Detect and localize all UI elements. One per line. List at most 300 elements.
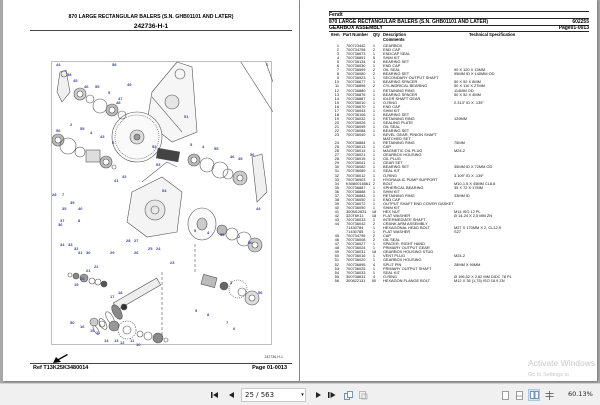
item-number: 31 [334, 168, 339, 174]
svg-text:11: 11 [96, 330, 101, 335]
header-divider [30, 30, 292, 31]
part-number: 700736042 [346, 221, 366, 227]
technical-spec: 3.109" ID X .139" [454, 172, 484, 178]
description: CAP [383, 233, 391, 239]
technical-spec: 33MM ID [454, 192, 470, 198]
part-number: 71430784 [346, 225, 364, 231]
part-number: 700736032 [346, 115, 366, 121]
svg-text:24: 24 [156, 246, 161, 251]
svg-text:14: 14 [104, 338, 109, 343]
technical-spec: 129MM [454, 115, 467, 121]
quantity: 18 [371, 212, 377, 218]
previous-page-button[interactable] [226, 389, 236, 401]
item-number: 30 [334, 164, 339, 170]
technical-spec: 2.313" ID X .139" [454, 99, 484, 105]
description: GEARBOX [383, 43, 403, 48]
quantity: 1 [372, 119, 376, 125]
svg-text:36: 36 [58, 222, 63, 227]
quantity: 1 [372, 144, 376, 150]
col-technical-spec: Technical Specification [469, 32, 516, 37]
description: END CAP [383, 196, 401, 202]
item-number: 32 [334, 172, 339, 178]
item-number: 16 [334, 103, 339, 109]
description: INTERMEDIATE SHAFT [383, 217, 426, 223]
description: BEARING SPACER [383, 91, 418, 97]
description: BEARING SET [383, 59, 410, 65]
item-number: 22 [334, 127, 339, 133]
quantity: 1 [372, 192, 376, 198]
quantity: 4 [372, 273, 376, 279]
item-number: 24 [334, 140, 339, 146]
item-number: 2 [336, 47, 339, 53]
item-number: 23 [334, 132, 339, 138]
facing-pages-icon [530, 391, 539, 399]
item-number: 37 [334, 192, 339, 198]
diagram-page-subtitle: 242736-H-1 [133, 23, 169, 30]
description: SECONDARY OUTPUT SHAFT [383, 75, 439, 81]
col-qty: Qty [373, 32, 380, 37]
quantity: 50 [371, 277, 377, 283]
svg-text:4: 4 [202, 144, 205, 149]
part-number: 71430785 [346, 229, 364, 235]
technical-spec: 35 X 72 X 17MM [454, 184, 483, 190]
next-view-icon [359, 391, 368, 400]
item-number: 53 [334, 265, 339, 271]
activation-watermark: Activate Windows [528, 358, 596, 368]
svg-text:11: 11 [130, 338, 135, 343]
part-number: 700736072 [346, 200, 366, 206]
description: BEARING SET [383, 71, 410, 77]
technical-spec: 95MM ID X 140MM OD [454, 71, 495, 77]
svg-text:55: 55 [80, 126, 85, 131]
quantity: 1 [372, 107, 376, 113]
part-number: 700736040 [346, 132, 366, 138]
item-number: 5 [336, 59, 339, 65]
description: RETAINING RING [383, 140, 415, 146]
part-number: 700736887 [346, 95, 366, 101]
quantity: 1 [372, 241, 376, 247]
svg-text:49: 49 [127, 82, 132, 87]
description: O-RING [383, 172, 398, 178]
svg-text:12: 12 [120, 340, 125, 345]
part-number: 700736080 [346, 71, 366, 77]
parts-table-body [329, 44, 589, 283]
svg-text:13: 13 [114, 338, 119, 343]
description: PRIMARY OUTPUT GEAR [383, 245, 430, 251]
last-page-icon [328, 391, 336, 399]
svg-text:27: 27 [134, 238, 139, 243]
description: GEAR SET [383, 160, 403, 166]
part-number: 700736926 [346, 119, 366, 125]
svg-text:42: 42 [122, 174, 127, 179]
quantity: 1 [372, 172, 376, 178]
part-number: 700736041 [346, 160, 366, 166]
part-number: 700736898 [346, 83, 366, 89]
svg-text:35: 35 [62, 206, 67, 211]
quantity: 1 [372, 91, 376, 97]
quantity: 1 [372, 164, 376, 170]
part-number: K5080016561 [346, 180, 371, 186]
description: FLAT WASHER [383, 229, 411, 235]
svg-text:56: 56 [250, 152, 255, 157]
item-number: 8 [336, 71, 339, 77]
description: RETAINING RING [383, 192, 415, 198]
description: END CAP [383, 47, 401, 53]
quantity: 1 [372, 148, 376, 154]
part-number: 700736027 [346, 241, 366, 247]
svg-text:7: 7 [62, 192, 65, 197]
svg-text:44: 44 [256, 206, 261, 211]
page-number-input[interactable]: 25 / 563 [241, 388, 301, 402]
svg-text:25: 25 [148, 246, 153, 251]
part-number: 700736015 [346, 156, 366, 162]
item-number: 6 [336, 63, 339, 69]
single-page-view-button[interactable] [500, 389, 510, 401]
item-number: 27 [334, 152, 339, 158]
section-title: GEARBOX ASSEMBLY [329, 25, 383, 31]
svg-text:46: 46 [230, 154, 235, 159]
continuous-view-button[interactable] [514, 389, 524, 401]
quantity: 1 [372, 204, 376, 210]
next-view-button[interactable] [358, 389, 368, 401]
svg-text:53: 53 [156, 162, 161, 167]
item-number: 28 [334, 156, 339, 162]
part-number: 700736884 [346, 140, 366, 146]
next-page-button[interactable] [313, 389, 323, 401]
col-part-number: Part Number [343, 32, 369, 37]
svg-text:8: 8 [207, 312, 210, 317]
technical-spec: M24-2 [454, 148, 466, 154]
svg-text:4: 4 [90, 130, 93, 135]
part-number: 700736030 [346, 63, 366, 69]
svg-text:2: 2 [238, 234, 241, 239]
svg-text:16: 16 [80, 324, 85, 329]
single-page-icon [502, 391, 509, 400]
catalog-code: 602255 [572, 19, 589, 25]
section-page-ref: Page01-0013 [558, 25, 589, 31]
item-number: 21 [334, 123, 339, 129]
description: SHIM KIT [383, 55, 400, 61]
quantity: 18 [371, 208, 377, 214]
svg-text:29: 29 [110, 250, 115, 255]
item-number: 34 [334, 180, 339, 186]
svg-text:15: 15 [90, 328, 95, 333]
part-number: 700736923 [346, 75, 366, 81]
svg-text:17: 17 [110, 294, 115, 299]
svg-text:44: 44 [56, 62, 61, 67]
part-number: 700736095 [346, 123, 366, 129]
quantity: 5 [372, 55, 376, 61]
activation-watermark-sub: Go to Settings to [528, 372, 569, 378]
col-item: Item [331, 32, 340, 37]
svg-text:2: 2 [70, 122, 73, 127]
part-number: 700736082 [346, 164, 366, 170]
part-number: 300822131 [346, 277, 366, 283]
description: SPHERICAL BEARING [383, 184, 424, 190]
item-number: 35 [334, 184, 339, 190]
footer-ref: Ref T13K25K3480014 [33, 365, 89, 371]
description: CAP [383, 144, 391, 150]
description: END CAP [383, 103, 401, 109]
technical-spec: 50 X 52 X 8MM [454, 79, 481, 85]
item-number: 1 [336, 43, 339, 48]
svg-text:26: 26 [134, 250, 139, 255]
quantity: 1 [372, 200, 376, 206]
quantity: 1 [372, 225, 376, 231]
facing-pages-view-button[interactable] [528, 389, 540, 401]
svg-text:32: 32 [74, 246, 79, 251]
quantity: 1 [372, 87, 376, 93]
item-number: 11 [334, 83, 339, 89]
quantity: 1 [372, 156, 376, 162]
description: FLAT WASHER [383, 212, 411, 218]
technical-spec: 50 X 110 X 27MM [454, 83, 485, 89]
description: SEALING PLATE [383, 119, 413, 125]
svg-text:40: 40 [78, 206, 83, 211]
item-number: 15 [334, 99, 339, 105]
item-number: 48 [334, 245, 339, 251]
svg-text:50: 50 [70, 320, 75, 325]
description: CRANK ARM ASSEMBLY [383, 221, 428, 227]
item-number: 46 [334, 237, 339, 243]
facing-continuous-view-button[interactable] [544, 389, 554, 401]
gearbox-exploded-view [52, 62, 273, 346]
part-number: 700736024 [346, 245, 366, 251]
description: END CAP [383, 63, 401, 69]
description: MAGNETIC OIL PLUG [383, 148, 423, 154]
part-number: 700736021 [346, 152, 366, 158]
part-number: 700736876 [346, 91, 366, 97]
part-number: 700736033 [346, 217, 366, 223]
item-number: 39 [334, 200, 339, 206]
svg-text:55: 55 [95, 84, 100, 89]
description: RETAINING RING [383, 115, 415, 121]
svg-text:48: 48 [116, 100, 121, 105]
part-number: 700736134 [346, 59, 366, 65]
quantity: 1 [372, 103, 376, 109]
quantity: 18 [371, 249, 377, 255]
last-page-button[interactable] [327, 389, 337, 401]
first-page-icon [211, 391, 219, 399]
quantity: 1 [372, 160, 376, 166]
technical-spec: M27 X 170MM X 2, CL12.9 [454, 225, 501, 231]
zoom-level[interactable]: 60.13% [568, 390, 593, 398]
description: RETAINING RING [383, 87, 415, 93]
svg-text:3: 3 [230, 280, 233, 285]
item-number: 41 [334, 208, 339, 214]
part-number: 700736090 [346, 204, 366, 210]
quantity: 2 [372, 221, 376, 227]
item-number: 44 [334, 221, 339, 227]
item-number: 19 [334, 115, 339, 121]
quantity: 1 [372, 123, 376, 129]
item-number: 42 [334, 212, 339, 218]
diagram-page-title: 870 LARGE RECTANGULAR BALERS (S.N. GHB01101 AND LATER) [68, 14, 234, 20]
svg-text:58: 58 [67, 72, 72, 77]
quantity: 1 [372, 245, 376, 251]
description: BEVEL GEAR, PINION SHAFT [383, 132, 437, 138]
part-number: 700736089 [346, 168, 366, 174]
part-number: 700734795 [346, 233, 366, 239]
part-number: 700736088 [346, 127, 366, 133]
svg-text:28: 28 [126, 238, 131, 243]
quantity: 1 [372, 188, 376, 194]
part-number: 700736012 [346, 172, 366, 178]
part-number: 700736020 [346, 257, 366, 263]
item-number: 10 [334, 79, 339, 85]
quantity: 1 [372, 79, 376, 85]
svg-text:23: 23 [170, 260, 175, 265]
quantity: 2 [372, 233, 376, 239]
technical-spec: 90 X 120 X 13MM [454, 67, 486, 73]
svg-text:8: 8 [78, 218, 81, 223]
svg-text:34: 34 [60, 242, 65, 247]
item-number: 26 [334, 148, 339, 154]
svg-text:6: 6 [233, 326, 236, 331]
item-number: 4 [336, 55, 339, 61]
item-number: 55 [334, 273, 339, 279]
part-number: 700736887 [346, 184, 366, 190]
svg-text:20: 20 [80, 276, 85, 281]
part-number: 700736880 [346, 87, 366, 93]
part-number: 320T6K11 [346, 212, 364, 218]
quantity: 1 [372, 168, 376, 174]
part-number: 700736903 [346, 176, 366, 182]
item-number: 20 [334, 119, 339, 125]
quantity: 1 [372, 111, 376, 117]
quantity: 1 [372, 253, 376, 259]
description: GEARBOX HOUSING STUD [383, 249, 434, 255]
item-number: 47 [334, 241, 339, 247]
diagram-reference-code: 242736-H-1 [264, 355, 283, 359]
svg-text:54: 54 [162, 188, 167, 193]
table-row [329, 279, 589, 283]
first-page-button[interactable] [210, 389, 220, 401]
item-number: 52 [334, 261, 339, 267]
item-number: 50 [334, 253, 339, 259]
svg-text:18: 18 [118, 290, 123, 295]
quantity: 1 [372, 217, 376, 223]
part-number: 300M12631 [346, 208, 367, 214]
svg-text:9: 9 [195, 308, 198, 313]
part-number: 700736008 [346, 237, 366, 243]
svg-text:39: 39 [70, 200, 75, 205]
item-number: 3 [336, 51, 339, 57]
item-number: 9 [336, 75, 339, 81]
technical-spec: Ø 196,52 X 2,62 MM DIDC 78 PL [454, 273, 512, 279]
svg-text:33: 33 [68, 242, 73, 247]
description: SEAL KIT [383, 269, 400, 275]
header-rule-top [329, 11, 589, 12]
quantity: 2 [372, 180, 376, 186]
svg-text:19: 19 [74, 282, 79, 287]
part-number: 700736013 [346, 144, 366, 150]
quantity: 1 [372, 152, 376, 158]
description: OIL PLUG [383, 156, 401, 162]
next-page-icon [315, 391, 322, 399]
quantity: 2 [372, 67, 376, 73]
technical-spec: 35MM ID X 72MM OD [454, 164, 493, 170]
svg-text:1: 1 [266, 62, 269, 67]
part-number: 700736033 [346, 269, 366, 275]
item-number: 33 [334, 176, 339, 182]
description: IDLER SHAFT GEAR [383, 95, 421, 101]
quantity: 1 [372, 75, 376, 81]
svg-text:56: 56 [258, 290, 263, 295]
quantity: 1 [372, 140, 376, 146]
page-parts-list [300, 0, 597, 381]
svg-text:30: 30 [86, 250, 91, 255]
quantity: 2 [372, 47, 376, 53]
part-number: 700736673 [346, 51, 366, 57]
part-number: 700736883 [346, 192, 366, 198]
item-number: 17 [334, 107, 339, 113]
page-dropdown-toggle[interactable]: ▾ [300, 388, 306, 402]
quantity: 1 [372, 257, 376, 263]
continuous-page-icon [516, 391, 523, 400]
footer-page-number: Page 01-0013 [252, 365, 287, 371]
description: OUTPUT SHAFT END COVER GASKET [383, 200, 454, 206]
part-number: 700723442 [346, 43, 366, 48]
quantity: 1 [372, 51, 376, 57]
item-number: 25 [334, 144, 339, 150]
brand-name: Fendt [329, 12, 343, 18]
item-number: 14 [334, 95, 339, 101]
description: SPACER, RIGHT HAND [383, 241, 426, 247]
item-number: 7 [336, 67, 339, 73]
quantity: 1 [372, 115, 376, 121]
quantity: 2 [372, 237, 376, 243]
svg-text:46: 46 [84, 84, 89, 89]
part-number: 700736010 [346, 99, 366, 105]
quantity: 1 [372, 196, 376, 202]
part-number: 700736895 [346, 261, 366, 267]
svg-text:58: 58 [112, 62, 117, 67]
svg-text:5: 5 [108, 90, 111, 95]
previous-view-button[interactable] [343, 389, 353, 401]
quantity: 2 [372, 83, 376, 89]
technical-spec: M14 ISO 12 PL [454, 208, 481, 214]
description: HYDRAULIC PUMP SUPPORT [383, 176, 438, 182]
svg-text:43: 43 [100, 134, 105, 139]
description: GEARBOX HOUSING [383, 152, 422, 158]
description: SHIM KIT [383, 188, 400, 194]
svg-text:5: 5 [112, 140, 115, 145]
svg-text:45: 45 [238, 156, 243, 161]
description: VENT PLUG [383, 253, 405, 259]
svg-text:45: 45 [73, 78, 78, 83]
part-number: 700736670 [346, 103, 366, 109]
technical-spec: M24-2 [454, 253, 466, 259]
description: ENDCAP SEAL [383, 51, 411, 57]
svg-text:47: 47 [118, 96, 123, 101]
part-number: 700736043 [346, 107, 366, 113]
quantity: 2 [372, 71, 376, 77]
quantity: 1 [372, 269, 376, 275]
previous-view-icon [344, 391, 353, 400]
navigation-toolbar [0, 383, 600, 405]
item-number: 45 [334, 233, 339, 239]
item-number: 56 [334, 277, 339, 283]
part-number: 700734798 [346, 47, 366, 53]
quantity: 1 [372, 43, 376, 48]
part-number: 700736599 [346, 67, 366, 73]
quantity: 1 [372, 176, 376, 182]
quantity: 1 [372, 229, 376, 235]
part-number: 700736891 [346, 55, 366, 61]
part-number: 700736050 [346, 196, 366, 202]
exploded-parts-diagram [51, 61, 272, 345]
